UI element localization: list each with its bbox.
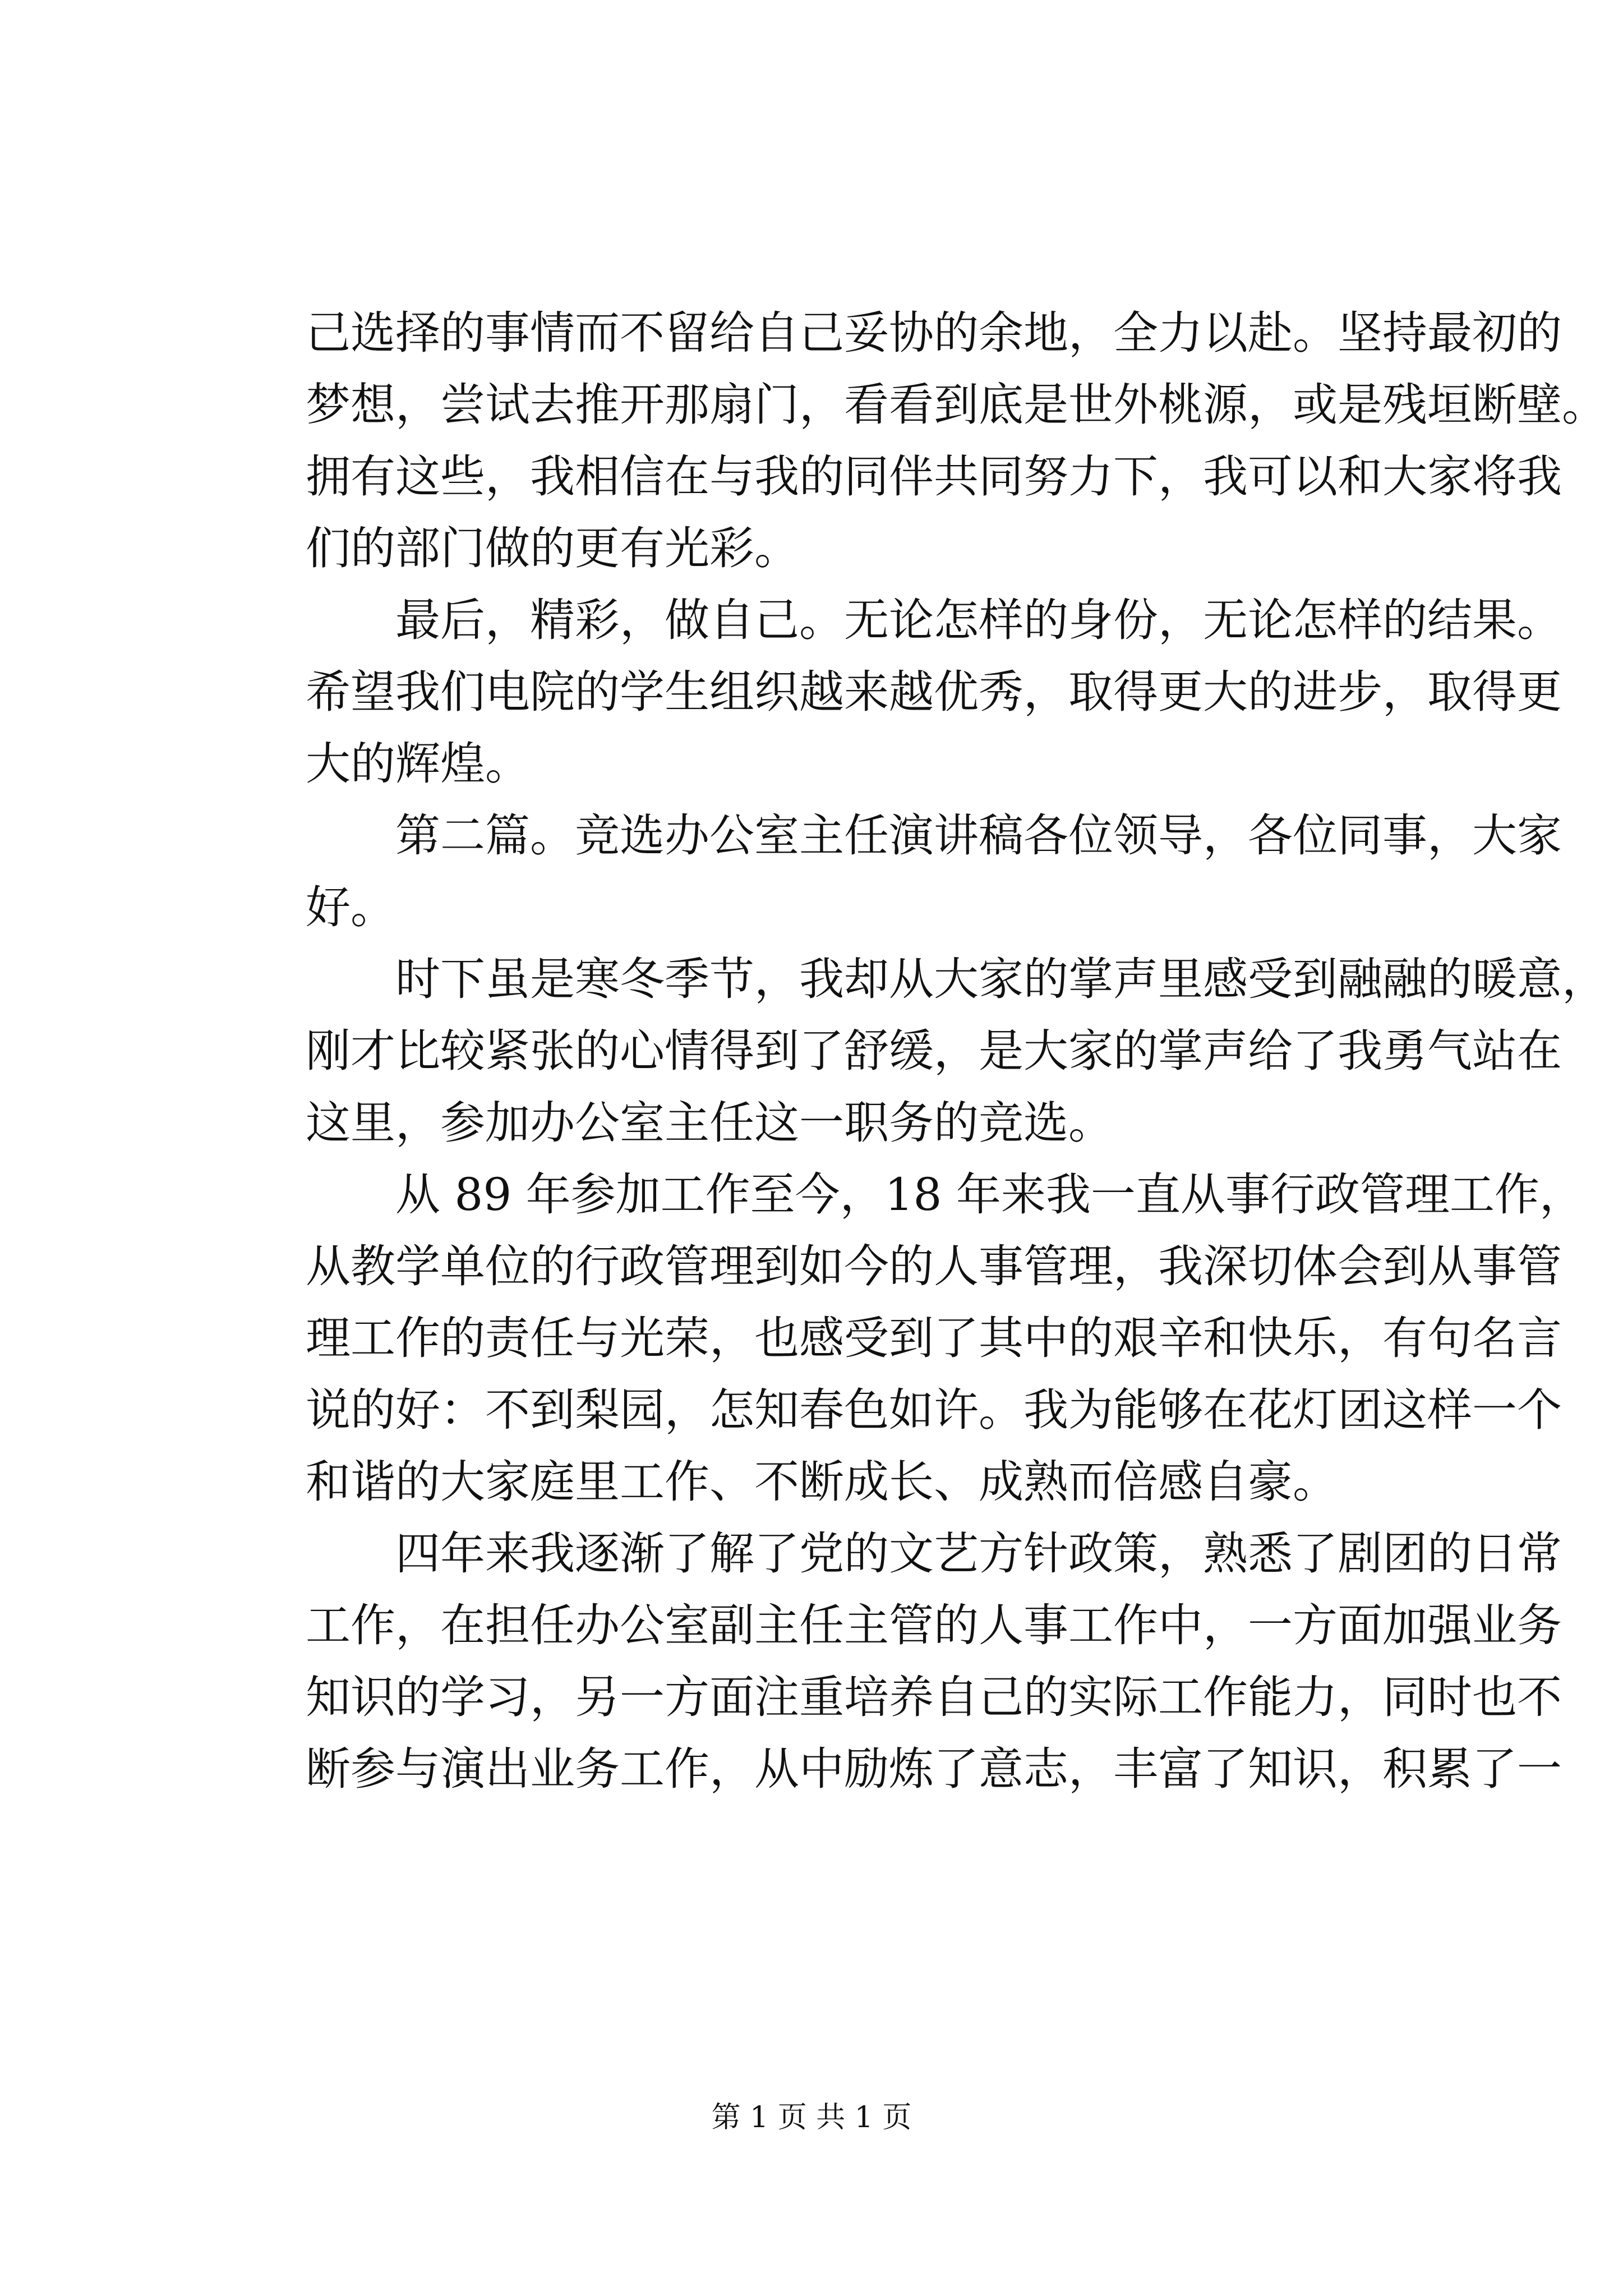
document-body [306,297,1607,1805]
text-line: 断参与演出业务工作，从中励炼了意志，丰富了知识，积累了一 [306,1743,1562,1795]
paragraph-first-line: 第二篇。竞选办公室主任演讲稿各位领导，各位同事，大家 [395,809,1562,862]
text-line: 刚才比较紧张的心情得到了舒缓，是大家的掌声给了我勇气站在 [306,1025,1562,1077]
text-line: 己选择的事情而不留给自己妥协的余地，全力以赴。坚持最初的 [306,307,1562,359]
text-line: 工作，在担任办公室副主任主管的人事工作中，一方面加强业务 [306,1599,1562,1651]
paragraph-first-line: 时下虽是寒冬季节，我却从大家的掌声里感受到融融的暖意， [395,953,1607,1005]
paragraph-first-line: 四年来我逐渐了解了党的文艺方针政策，熟悉了剧团的日常 [395,1527,1562,1580]
text-line: 们的部门做的更有光彩。 [306,522,799,574]
text-line: 理工作的责任与光荣，也感受到了其中的艰辛和快乐，有句名言 [306,1312,1562,1364]
text-line: 说的好：不到梨园，怎知春色如许。我为能够在花灯团这样一个 [306,1384,1562,1436]
page-footer [0,2098,1623,2137]
paragraph-first-line: 从 89 年参加工作至今，18 年来我一直从事行政管理工作， [395,1168,1584,1221]
text-line: 知识的学习，另一方面注重培养自己的实际工作能力，同时也不 [306,1671,1562,1723]
text-line: 这里，参加办公室主任这一职务的竞选。 [306,1097,1113,1149]
text-line: 梦想，尝试去推开那扇门，看看到底是世外桃源，或是残垣断壁。 [306,379,1607,431]
text-line: 好。 [306,881,395,933]
text-line: 和谐的大家庭里工作、不断成长、成熟而倍感自豪。 [306,1456,1338,1508]
text-line: 希望我们电院的学生组织越来越优秀，取得更大的进步，取得更 [306,666,1562,718]
text-line: 从教学单位的行政管理到如今的人事管理，我深切体会到从事管 [306,1240,1562,1292]
page-number-label: 第 1 页 共 1 页 [711,2101,912,2134]
text-line: 大的辉煌。 [306,738,530,790]
paragraph-first-line: 最后，精彩，做自己。无论怎样的身份，无论怎样的结果。 [395,594,1562,646]
text-line: 拥有这些，我相信在与我的同伴共同努力下，我可以和大家将我 [306,450,1562,503]
